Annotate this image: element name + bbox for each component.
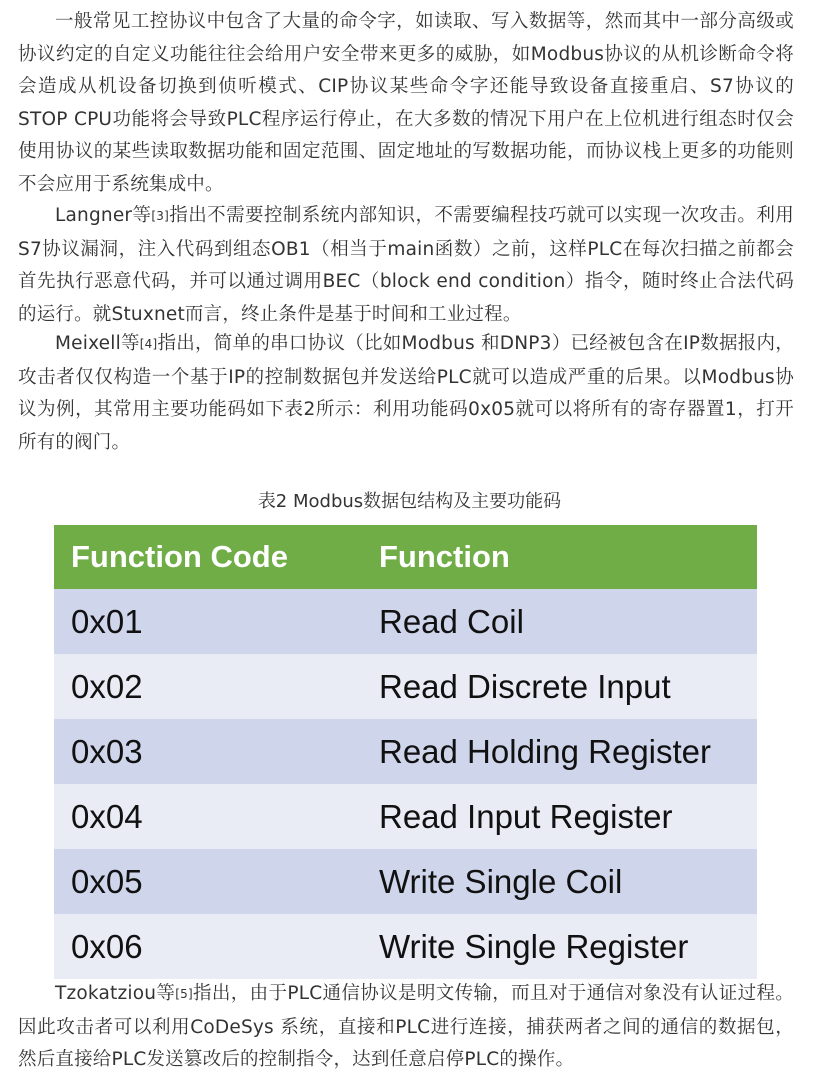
table-row bbox=[54, 589, 757, 654]
function-name-cell: Read Discrete Input bbox=[379, 654, 757, 719]
function-code-cell: 0x06 bbox=[54, 914, 379, 979]
table-row bbox=[54, 654, 757, 719]
paragraph-tzokatziou-lead: Tzokatziou等 bbox=[55, 983, 176, 1004]
function-code-cell: 0x03 bbox=[54, 719, 379, 784]
function-name-cell: Write Single Register bbox=[379, 914, 757, 979]
paragraph-meixell-body: 指出，简单的串口协议（比如Modbus 和DNP3）已经被包含在IP数据报内，攻击者仅仅构造一个基于IP的控制数据包并发送给PLC就可以造成严重的后果。以Modbus协议为例，其常用主要功能码如下表2所示：利用功能码0x05就可以将所有的寄存器置1，打开所有的阀门。 bbox=[18, 333, 795, 453]
paragraph-tzokatziou bbox=[18, 978, 794, 1077]
paragraph-langner-body: 指出不需要控制系统内部知识，不需要编程技巧就可以实现一次攻击。利用S7协议漏洞，注入代码到组态OB1（相当于main函数）之前，这样PLC在每次扫描之前都会首先执行恶意代码，并可以通过调用BEC（block end condition）指令，随时终止合法代码的运行。就Stuxnet而言，终止条件是基于时间和工业过程。 bbox=[18, 205, 794, 325]
function-code-cell: 0x05 bbox=[54, 849, 379, 914]
function-name-cell: Read Holding Register bbox=[379, 719, 757, 784]
function-code-cell: 0x02 bbox=[54, 654, 379, 719]
function-code-cell: 0x01 bbox=[54, 589, 379, 654]
header-function-code: Function Code bbox=[54, 525, 379, 589]
function-name-cell: Read Input Register bbox=[379, 784, 757, 849]
table-row bbox=[54, 784, 757, 849]
function-name-cell: Write Single Coil bbox=[379, 849, 757, 914]
paragraph-langner bbox=[18, 200, 794, 331]
citation-ref-4[interactable]: [4] bbox=[139, 337, 158, 351]
paragraph-protocol-commands: 一般常见工控协议中包含了大量的命令字，如读取、写入数据等，然而其中一部分高级或协议约定的自定义功能往往会给用户安全带来更多的威胁，如Modbus协议的从机诊断命令将会造成从机设备切换到侦听模式、CIP协议某些命令字还能导致设备直接重启、S7协议的STOP CPU功能将会导致PLC程序运行停止，在大多数的情况下用户在上位机进行组态时仅会使用协议的某些读取数据功能和固定范围、固定地址的写数据功能，而协议栈上更多的功能则不会应用于系统集成中。 bbox=[18, 11, 794, 195]
table-caption: 表2 Modbus数据包结构及主要功能码 bbox=[257, 491, 562, 512]
function-name-cell: Read Coil bbox=[379, 589, 757, 654]
function-code-cell: 0x04 bbox=[54, 784, 379, 849]
table-header-row bbox=[54, 525, 757, 589]
paragraph-meixell-lead: Meixell等 bbox=[55, 333, 140, 354]
modbus-function-code-table bbox=[54, 525, 757, 979]
citation-ref-3[interactable]: [3] bbox=[151, 209, 170, 223]
citation-ref-5[interactable]: [5] bbox=[175, 987, 193, 1001]
paragraph-meixell bbox=[18, 328, 794, 459]
table-row bbox=[54, 849, 757, 914]
table-row bbox=[54, 719, 757, 784]
paragraph-langner-lead: Langner等 bbox=[55, 205, 152, 226]
header-function: Function bbox=[379, 525, 757, 589]
table-row bbox=[54, 914, 757, 979]
paragraph-tzokatziou-body: 指出，由于PLC通信协议是明文传输，而且对于通信对象没有认证过程。因此攻击者可以利用CoDeSys 系统，直接和PLC进行连接，捕获两者之间的通信的数据包，然后直接给PLC发送篡改后的控制指令，达到任意启停PLC的操作。 bbox=[18, 983, 795, 1070]
